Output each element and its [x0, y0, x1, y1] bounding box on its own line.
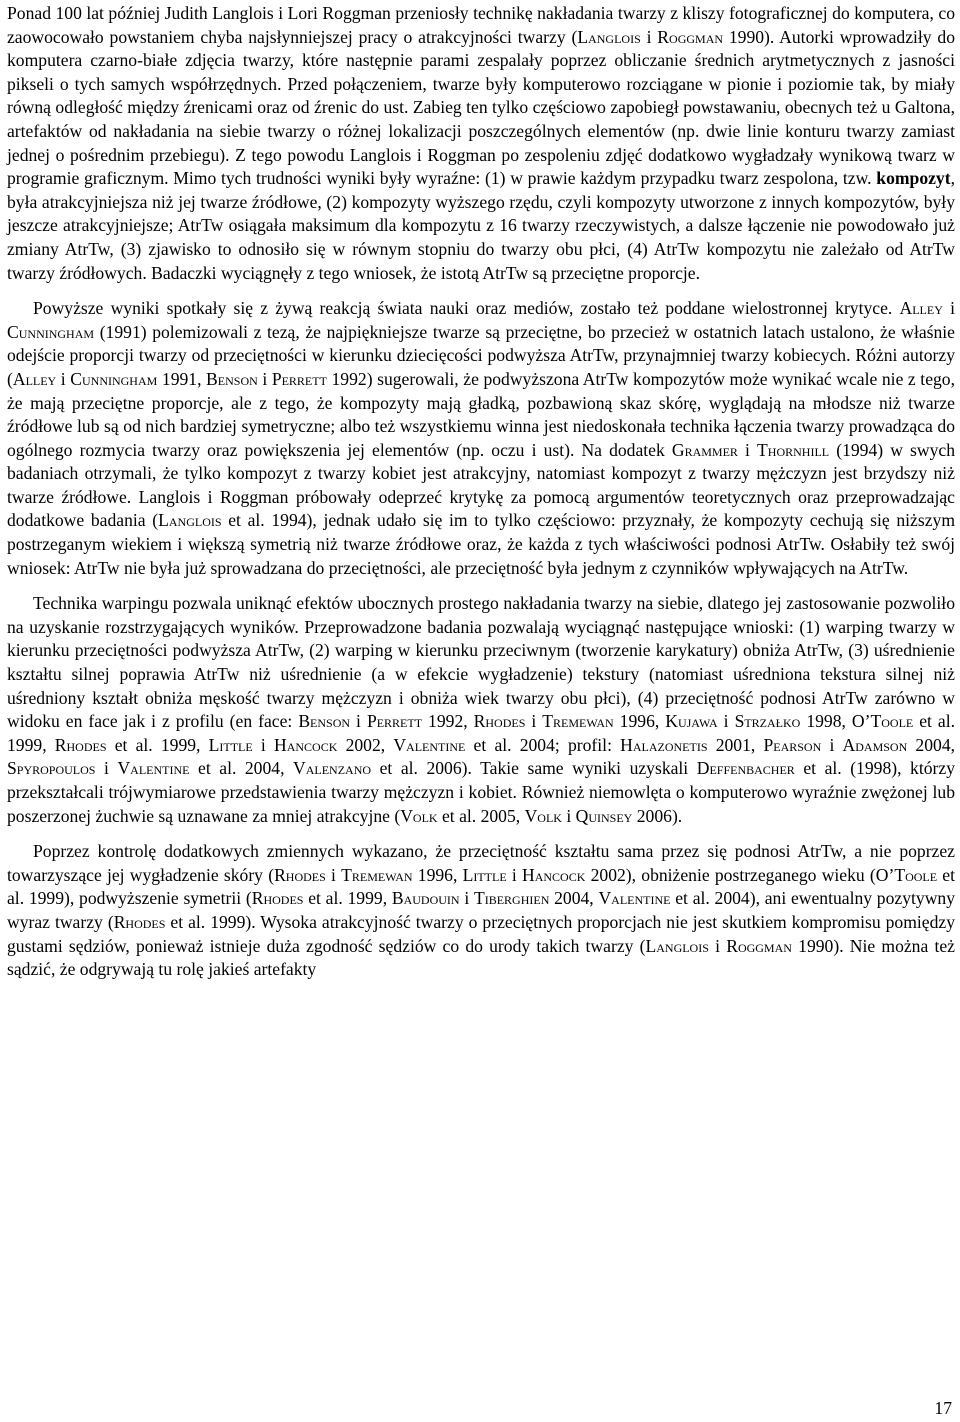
- author-name: Valentine: [393, 734, 466, 755]
- author-name: Cunningham: [70, 368, 158, 389]
- text-run: et al. 2006). Takie same wyniki uzyskali: [371, 758, 697, 779]
- bold-term: kompozyt: [876, 168, 951, 189]
- author-name: Volk: [524, 805, 562, 826]
- text-run: 1990). Autorki wprowadziły do komputera czarno-białe zdjęcia twarzy, które następnie parami zespalały poprzez obliczanie średnich arytmetycznych z jasności pikseli o tych samych współrzędnych. Przed połączeniem, twarze były komputerowo rozciągane w pionie i poziomie tak, by miały równą odległość między źrenicami oraz od źrenic do ust. Zabieg ten tylko częściowo zapobiegł powstawaniu, obecnych też u Galtona, artefaktów od nakładania na siebie twarzy o różnej lokalizacji poszczególnych elementów (np. dwie linie konturu twarzy zamiast jednej o pośrednim przebiegu). Z tego powodu Langlois i Roggman po zespoleniu zdjęć dodatkowo wygładzały wynikową twarz w programie graficznym. Mimo tych trudności wyniki były wyraźne: (1) w prawie każdym przypadku twarz zespolona, tzw.: [7, 26, 956, 189]
- author-name: Thornhill: [757, 439, 830, 460]
- author-name: Benson: [206, 368, 258, 389]
- text-run: et al. 1999,: [106, 734, 209, 755]
- author-name: Deffenbacher: [696, 758, 795, 779]
- text-run: et al. 2005,: [437, 805, 525, 826]
- text-run: et al. 1999), podwyższenie symetrii (: [7, 864, 956, 909]
- author-name: Little: [462, 864, 507, 885]
- author-name: Strzałko: [734, 711, 801, 732]
- text-run: i: [350, 711, 367, 732]
- text-run: 1991,: [157, 368, 207, 389]
- author-name: Tiberghien: [473, 888, 550, 909]
- text-run: i: [708, 935, 727, 956]
- text-run: 2002), obniżenie postrzeganego wieku (: [585, 864, 876, 885]
- text-run: 1998,: [800, 711, 852, 732]
- text-run: 2002,: [337, 734, 394, 755]
- author-name: Hancock: [522, 864, 586, 885]
- text-run: i: [942, 298, 955, 319]
- author-name: Tremewan: [542, 711, 614, 732]
- author-name: Tremewan: [341, 864, 413, 885]
- author-name: Halazonetis: [620, 734, 708, 755]
- text-run: 2001,: [707, 734, 764, 755]
- text-run: et al. 2004,: [189, 758, 294, 779]
- page-number: 17: [934, 1398, 952, 1418]
- author-name: Grammer: [671, 439, 738, 460]
- body-text: [7, 2, 955, 982]
- author-name: Hancock: [274, 734, 338, 755]
- text-run: et al. 2004; profil:: [465, 734, 621, 755]
- author-name: Perrett: [366, 711, 423, 732]
- author-name: Langlois: [158, 510, 222, 531]
- text-run: Technika warpingu pozwala uniknąć efektów ubocznych prostego nakładania twarzy na siebie, dlatego jej zastosowanie pozwoliło na uzyskanie rozstrzygających wyników. Przeprowadzone badania pozwalają wyciągnąć następujące wnioski: (1) warping twarzy w kierunku przeciętności podwyższa AtrTw, (2) warping w kierunku przeciwnym (tworzenie karykatury) obniża AtrTw, (3) uśrednienie kształtu silnej poprawia AtrTw niż uśrednienie (a w efekcie wygładzenie) tekstury (natomiast uśredniona tekstura silnej niż uśredniony kształt obniża męskość twarzy mężczyzn i obniża wiek twarzy obu płci), (4) przeciętność podnosi AtrTw zarówno w widoku en face jak i z profilu (en face:: [7, 593, 955, 732]
- text-run: 1992) sugerowali, że podwyższona AtrTw kompozytów może wynikać wcale nie z tego, że mają przeciętne proporcje, ale z tego, że kompozyty mają gładką, pozbawioną skaz skórę, wyglądają na młodsze niż twarze źródłowe lub są od nich bardziej symetryczne; albo też wszystkiemu winna jest niedoskonała technika łączenia twarzy prowadząca do ogólnego rozmycia twarzy oraz powiększenia jej elementów (np. oczu i ust). Na dodatek: [7, 368, 955, 460]
- author-name: Langlois: [645, 935, 709, 956]
- author-name: Roggman: [657, 26, 724, 47]
- author-name: Valentine: [117, 758, 190, 779]
- author-name: Roggman: [726, 935, 792, 956]
- author-name: Valentine: [598, 888, 671, 909]
- text-run: i: [640, 26, 658, 47]
- author-name: Rhodes: [251, 888, 304, 909]
- author-name: O’Toole: [875, 864, 938, 885]
- text-run: 1996,: [613, 711, 666, 732]
- paragraph: [7, 2, 955, 285]
- text-run: i: [257, 368, 272, 389]
- author-name: Alley: [899, 298, 943, 319]
- text-run: 1990). Nie można też sądzić, że odgrywają tu rolę jakieś artefakty: [7, 935, 955, 980]
- text-run: Powyższe wyniki spotkały się z żywą reakcją świata nauki oraz mediów, zostało też poddane wielostronnej krytyce.: [33, 298, 900, 319]
- author-name: Rhodes: [54, 734, 107, 755]
- text-run: 2006).: [632, 805, 683, 826]
- author-name: Adamson: [842, 734, 908, 755]
- text-run: et al. 1999). Wysoka atrakcyjność twarzy o przeciętnych proporcjach nie jest skutkiem kompromisu pomiędzy gustami sędziów, ponieważ istnieje duża zgodność sędziów co do urody takich twarzy (: [7, 911, 955, 956]
- author-name: Rhodes: [274, 864, 326, 885]
- text-run: et al. 1999,: [7, 711, 956, 755]
- text-run: i: [252, 734, 274, 755]
- paragraph: [7, 297, 955, 580]
- text-run: (1994) w swych badaniach otrzymali, że tylko kompozyt z twarzy kobiet jest atrakcyjny, natomiast kompozyt z twarzy mężczyzn jest brzydszy niż twarze źródłowe. Langlois i Roggman próbowały odeprzeć krytykę za pomocą argumentów teoretycznych oraz przeprowadzając dodatkowe badania (: [7, 439, 955, 531]
- author-name: Perrett: [271, 368, 327, 389]
- text-run: i: [561, 805, 576, 826]
- author-name: Spyropoulos: [7, 758, 96, 779]
- text-run: i: [506, 864, 522, 885]
- text-run: i: [459, 888, 474, 909]
- text-run: i: [95, 758, 118, 779]
- text-run: i: [525, 711, 543, 732]
- author-name: Valenzano: [293, 758, 372, 779]
- author-name: Cunningham: [7, 321, 95, 342]
- text-run: i: [737, 439, 758, 460]
- author-name: O’Toole: [851, 711, 914, 732]
- text-run: 1996,: [412, 864, 463, 885]
- author-name: Volk: [400, 805, 438, 826]
- text-run: et al. 2004), ani ewentualny pozytywny wyraz twarzy (: [7, 888, 955, 932]
- text-run: , była atrakcyjniejsza niż jej twarze źródłowe, (2) kompozyty wyższego rzędu, czyli kompozyty utworzone z innych kompozytów, były jeszcze atrakcyjniejsze; AtrTw osiągała maksimum dla kompozytu z 16 twarzy rzeczywistych, a dalsze łączenie nie powodowało już zmiany AtrTw, (3) zjawisko to odnosiło się w równym stopniu do twarzy obu płci, (4) AtrTw kompozytu nie zależało od AtrTw twarzy źródłowych. Badaczki wyciągnęły z tego wniosek, że istotą AtrTw są przeciętne proporcje.: [7, 168, 955, 283]
- author-name: Pearson: [763, 734, 822, 755]
- text-run: et al. 1994), jednak udało się im to tylko częściowo: przyznały, że kompozyty cechują się niższym postrzeganym wiekiem i większą symetrią niż twarze źródłowe oraz, że każda z tych właściwości podnosi AtrTw. Osłabiły też swój wniosek: AtrTw nie była już sprowadzana do przeciętności, ale przeciętność była jednym z czynników wpływających na AtrTw.: [7, 510, 956, 578]
- text-run: 2004,: [549, 888, 599, 909]
- text-run: i: [56, 368, 71, 389]
- author-name: Little: [208, 734, 253, 755]
- text-run: 1992,: [422, 711, 474, 732]
- author-name: Rhodes: [113, 911, 166, 932]
- text-run: Ponad 100 lat później Judith Langlois i Lori Roggman przeniosły technikę nakładania twarzy z kliszy fotograficznej do komputera, co zaowocowało powstaniem chyba najsłynniejszej pracy o atrakcyjności twarzy (: [7, 3, 955, 47]
- text-run: et al. 1999,: [303, 888, 392, 909]
- text-run: i: [821, 734, 843, 755]
- paragraph: [7, 840, 955, 982]
- author-name: Langlois: [577, 26, 641, 47]
- text-run: i: [325, 864, 342, 885]
- document-page: [7, 2, 955, 982]
- author-name: Baudouin: [391, 888, 460, 909]
- text-run: (1991) polemizowali z tezą, że najpiękniejsze twarze są przeciętne, bo przecież w ostatnich latach ustalono, że właśnie odejście proporcji twarzy od przeciętności w kierunku dziecięcości podwyższa AtrTw, przynajmniej twarzy kobiecych. Różni autorzy (: [7, 321, 955, 389]
- text-run: Poprzez kontrolę dodatkowych zmiennych wykazano, że przeciętność kształtu sama przez się podnosi AtrTw, a nie poprzez towarzyszące jej wygładzenie skóry (: [7, 841, 955, 885]
- text-run: 2004,: [907, 734, 956, 755]
- author-name: Quinsey: [575, 805, 633, 826]
- author-name: Alley: [12, 368, 57, 389]
- author-name: Rhodes: [473, 711, 526, 732]
- author-name: Benson: [298, 711, 351, 732]
- paragraph: [7, 592, 955, 828]
- text-run: i: [717, 711, 735, 732]
- author-name: Kujawa: [665, 711, 718, 732]
- text-run: et al. (1998), którzy przekształcali trójwymiarowe przedstawienia twarzy mężczyzn i kobiet. Również niemowlęta o komputerowo wyraźnie zwężonej lub poszerzonej żuchwie są uznawane za mniej atrakcyjne (: [7, 758, 955, 826]
